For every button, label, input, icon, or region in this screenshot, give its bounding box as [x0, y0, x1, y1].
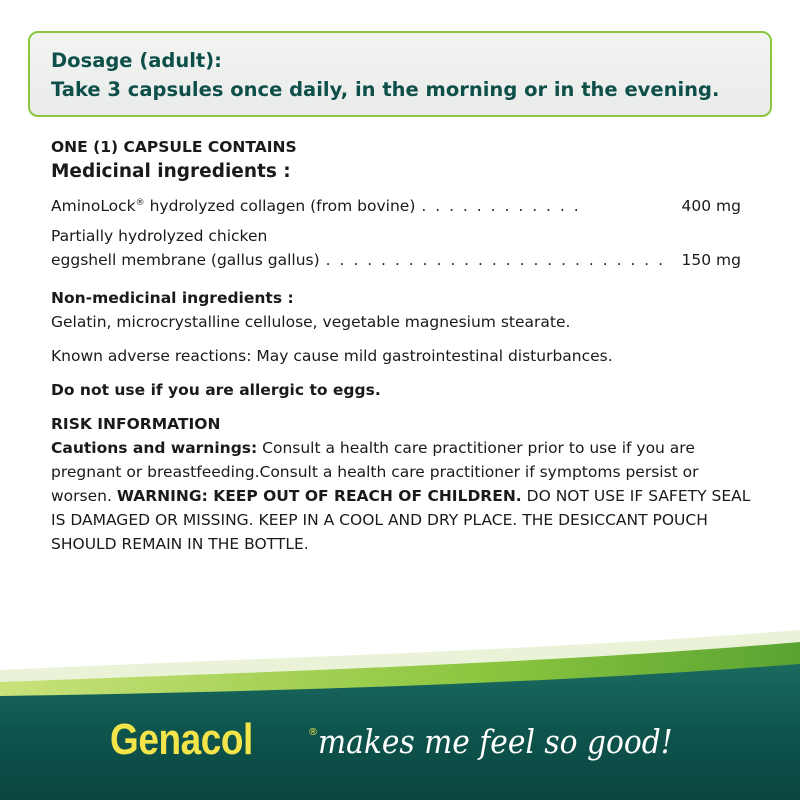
dosage-title: Dosage (adult):	[51, 49, 222, 72]
non-medicinal-heading: Non-medicinal ingredients :	[51, 289, 294, 308]
ingredient-amount: 150 mg	[681, 251, 741, 270]
brand-logo: Genacol	[110, 715, 253, 764]
cautions-text: Consult a health care practitioner prior to use if you are pregnant or breastfeeding.Consult a health care practitioner if symptoms persist or worsen.	[51, 439, 699, 506]
ingredient-name: AminoLock® hydrolyzed collagen (from bovine)	[51, 197, 416, 216]
cautions-label: Cautions and warnings:	[51, 439, 258, 458]
ingredient-amount: 400 mg	[681, 197, 741, 216]
brand-tagline: makes me feel so good!	[318, 722, 673, 761]
label-content	[51, 133, 751, 556]
allergy-warning: Do not use if you are allergic to eggs.	[51, 381, 381, 400]
medicinal-heading: Medicinal ingredients :	[51, 161, 291, 182]
storage-text: DO NOT USE IF SAFETY SEAL IS DAMAGED OR MISSING. KEEP IN A COOL AND DRY PLACE. THE DESICCANT POUCH SHOULD REMAIN IN THE BOTTLE.	[51, 487, 751, 554]
registered-mark: ®	[135, 198, 145, 208]
capsule-heading: ONE (1) CAPSULE CONTAINS	[51, 138, 297, 156]
adverse-reactions: Known adverse reactions: May cause mild gastrointestinal disturbances.	[51, 347, 613, 366]
dosage-box	[28, 31, 772, 117]
ingredient-name: eggshell membrane (gallus gallus)	[51, 251, 320, 270]
risk-body	[51, 436, 751, 556]
risk-heading: RISK INFORMATION	[51, 415, 221, 434]
ingredient-row-eggshell	[51, 248, 741, 272]
leader-dots: . . . . . . . . . . . . . . . . . . . . . . . . .	[325, 251, 666, 270]
brand-registered-mark: ®	[308, 727, 318, 738]
ingredient-name-line1: Partially hydrolyzed chicken	[51, 227, 268, 246]
warning-text: WARNING: KEEP OUT OF REACH OF CHILDREN.	[116, 487, 522, 506]
dosage-instructions: Take 3 capsules once daily, in the morning or in the evening.	[51, 78, 720, 101]
ingredient-row-collagen	[51, 191, 741, 218]
leader-dots: . . . . . . . . . . . .	[421, 197, 581, 216]
non-medicinal-text: Gelatin, microcrystalline cellulose, vegetable magnesium stearate.	[51, 313, 571, 332]
